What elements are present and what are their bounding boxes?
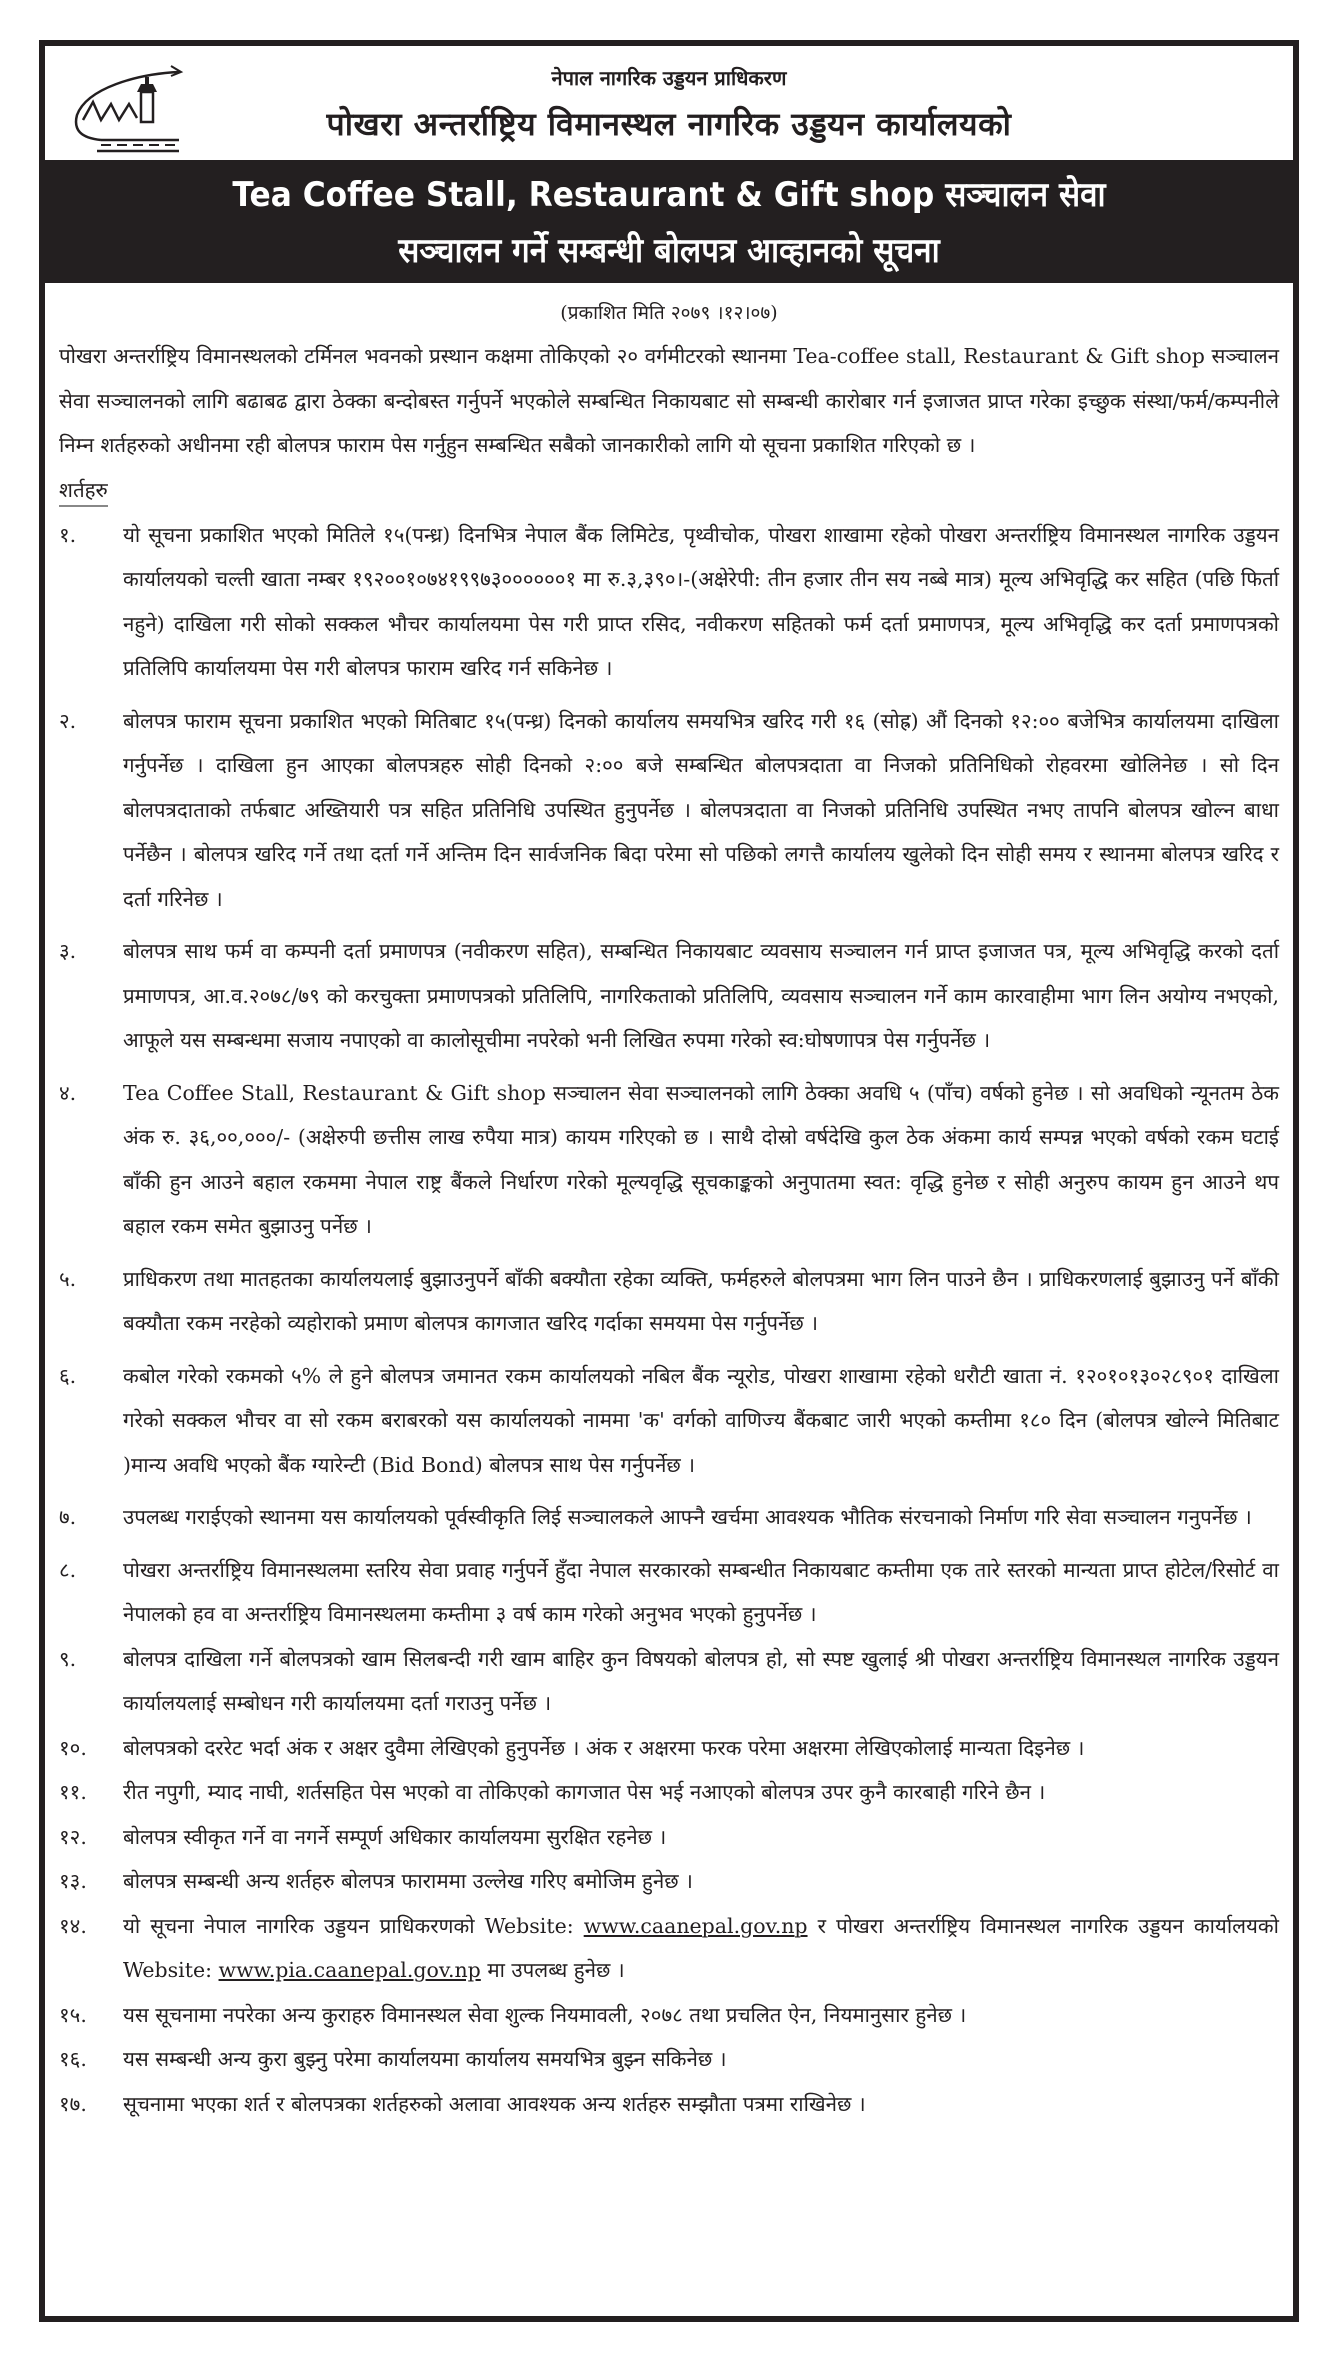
clause-text: यस सम्बन्धी अन्य कुरा बुझ्नु परेमा कार्यालयमा कार्यालय समयभित्र बुझ्न सकिनेछ । bbox=[123, 2047, 727, 2071]
clause-text: रीत नपुगी, म्याद नाघी, शर्तसहित पेस भएको वा तोकिएको कागजात पेस भई नआएको बोलपत्र उपर कुनै कारबाही गरिने छैन । bbox=[123, 1780, 1046, 1804]
clause-number: २. bbox=[59, 708, 77, 733]
clause-number: १२. bbox=[59, 1824, 87, 1849]
clause-text-b: र पोखरा अन्तर्राष्ट्रिय विमानस्थल नागरिक उड्डयन कार्यालयको Website: bbox=[123, 1913, 1279, 1982]
clause-number: ६. bbox=[59, 1363, 77, 1388]
clause-number: १७. bbox=[59, 2091, 87, 2116]
clause-list bbox=[59, 513, 1279, 2127]
clause-item bbox=[59, 1354, 1279, 1488]
clause-number: १५. bbox=[59, 2002, 87, 2027]
clause-number: ९. bbox=[59, 1646, 77, 1671]
notice-title-line-2: सञ्चालन गर्ने सम्बन्धी बोलपत्र आव्हानको सूचना bbox=[398, 231, 940, 271]
terms-heading: शर्तहरु bbox=[59, 475, 108, 507]
clause-text: Tea Coffee Stall, Restaurant & Gift shop सञ्चालन सेवा सञ्चालनको लागि ठेक्का अवधि ५ (पाँच) वर्षको हुनेछ । सो अवधिको न्यूनतम ठेक अंक रु. ३६,००,०००/- (अक्षेरुपी छत्तीस लाख रुपैया मात्र) कायम गरिएको छ । साथै दोस्रो वर्षदेखि कुल ठेक अंकमा कार्य सम्पन्न भएको वर्षको रकम घटाई बाँकी हुन आउने बहाल रकममा नेपाल राष्ट्र बैंकले निर्धारण गरेको मूल्यवृद्धि सूचकाङ्कको अनुपातमा स्वत: वृद्धि हुनेछ र सोही अनुरुप कायम हुन आउने थप बहाल रकम समेत बुझाउनु पर्नेछ । bbox=[123, 1080, 1279, 1238]
clause-item bbox=[59, 1815, 1279, 1860]
clause-number: १. bbox=[59, 522, 77, 547]
clause-text: यस सूचनामा नपरेका अन्य कुराहरु विमानस्थल सेवा शुल्क नियमावली, २०७८ तथा प्रचलित ऐन, नियमानुसार हुनेछ । bbox=[123, 2002, 967, 2027]
clause-item bbox=[59, 929, 1279, 1063]
clause-text: प्राधिकरण तथा मातहतका कार्यालयलाई बुझाउनुपर्ने बाँकी बक्यौता रहेका व्यक्ति, फर्महरुले बोलपत्रमा भाग लिन पाउने छैन । प्राधिकरणलाई बुझाउनु पर्ने बाँकी बक्यौता रकम नरहेको व्यहोराको प्रमाण बोलपत्र कागजात खरिद गर्दाका समयमा पेस गर्नुपर्नेछ । bbox=[123, 1266, 1279, 1335]
caan-website-link[interactable]: www.caanepal.gov.np bbox=[583, 1913, 808, 1938]
authority-name: नेपाल नागरिक उड्डयन प्राधिकरण bbox=[551, 66, 787, 90]
clause-text-a: यो सूचना नेपाल नागरिक उड्डयन प्राधिकरणको Website: bbox=[123, 1913, 584, 1938]
clause-item bbox=[59, 1495, 1279, 1540]
office-name: पोखरा अन्तर्राष्ट्रिय विमानस्थल नागरिक उड्डयन कार्यालयको bbox=[326, 105, 1012, 143]
clause-item bbox=[59, 1904, 1279, 1993]
clause-item bbox=[59, 1993, 1279, 2038]
clause-text: पोखरा अन्तर्राष्ट्रिय विमानस्थलमा स्तरिय सेवा प्रवाह गर्नुपर्ने हुँदा नेपाल सरकारको सम्बन्धीत निकायबाट कम्तीमा एक तारे स्तरको मान्यता प्राप्त होटेल/रिसोर्ट वा नेपालको हव वा अन्तर्राष्ट्रिय विमानस्थलमा कम्तीमा ३ वर्ष काम गरेको अनुभव भएको हुनुपर्नेछ । bbox=[123, 1557, 1279, 1626]
notice-header bbox=[45, 46, 1293, 160]
notice-body bbox=[59, 296, 1279, 2126]
clause-number: ३. bbox=[59, 939, 77, 963]
clause-text: बोलपत्र साथ फर्म वा कम्पनी दर्ता प्रमाणपत्र (नवीकरण सहित), सम्बन्धित निकायबाट व्यवसाय सञ्चालन गर्न प्राप्त इजाजत पत्र, मूल्य अभिवृद्धि करको दर्ता प्रमाणपत्र, आ.व.२०७८/७९ को करचुक्ता प्रमाणपत्रको प्रतिलिपि, नागरिकताको प्रतिलिपि, व्यवसाय सञ्चालन गर्ने काम कारवाहीमा भाग लिन अयोग्य नभएको, आफूले यस सम्बन्धमा सजाय नपाएको वा कालोसूचीमा नपरेको भनी लिखित रुपमा गरेको स्व:घोषणापत्र पेस गर्नुपर्नेछ । bbox=[123, 939, 1279, 1052]
clause-item bbox=[59, 1859, 1279, 1904]
clause-item bbox=[59, 1257, 1279, 1346]
clause-text: सूचनामा भएका शर्त र बोलपत्रका शर्तहरुको अलावा आवश्यक अन्य शर्तहरु सम्झौता पत्रमा राखिनेछ । bbox=[123, 2091, 866, 2116]
clause-text: बोलपत्र दाखिला गर्ने बोलपत्रको खाम सिलबन्दी गरी खाम बाहिर कुन विषयको बोलपत्र हो, सो स्पष्ट खुलाई श्री पोखरा अन्तर्राष्ट्रिय विमानस्थल नागरिक उड्डयन कार्यालयलाई सम्बोधन गरी कार्यालयमा दर्ता गराउनु पर्नेछ । bbox=[123, 1646, 1279, 1715]
intro-paragraph: पोखरा अन्तर्राष्ट्रिय विमानस्थलको टर्मिनल भवनको प्रस्थान कक्षमा तोकिएको २० वर्गमीटरको स्थानमा Tea-coffee stall, Restaurant & Gift shop सञ्चालन सेवा सञ्चालनको लागि बढाबढ द्वारा ठेक्का बन्दोबस्त गर्नुपर्ने भएकोले सम्बन्धित निकायबाट सो सम्बन्धी कारोबार गर्न इजाजत प्राप्त गरेका इच्छुक संस्था/फर्म/कम्पनीले निम्न शर्तहरुको अधीनमा रही बोलपत्र फाराम पेस गर्नुहुन सम्बन्धित सबैको जानकारीको लागि यो सूचना प्रकाशित गरिएको छ । bbox=[59, 344, 1279, 457]
clause-text: कबोल गरेको रकमको ५% ले हुने बोलपत्र जमानत रकम कार्यालयको नबिल बैंक न्यूरोड, पोखरा शाखामा रहेको धरौटी खाता नं. १२०१०१३०२८९०१ दाखिला गरेको सक्कल भौचर वा सो रकम बराबरको यस कार्यालयको नाममा 'क' वर्गको वाणिज्य बैंकबाट जारी भएको कम्तीमा १८० दिन (बोलपत्र खोल्ने मितिबाट )मान्य अवधि भएको बैंक ग्यारेन्टी (Bid Bond) बोलपत्र साथ पेस गर्नुपर्नेछ । bbox=[123, 1363, 1279, 1477]
clause-number: ४. bbox=[59, 1080, 77, 1105]
clause-text: यो सूचना प्रकाशित भएको मितिले १५(पन्ध्र) दिनभित्र नेपाल बैंक लिमिटेड, पृथ्वीचोक, पोखरा शाखामा रहेको पोखरा अन्तर्राष्ट्रिय विमानस्थल नागरिक उड्डयन कार्यालयको चल्ती खाता नम्बर १९२००१०७४१९९७३००००००१ मा रु.३,३९०।-(अक्षेरेपी: तीन हजार तीन सय नब्बे मात्र) मूल्य अभिवृद्धि कर सहित (पछि फिर्ता नहुने) दाखिला गरी सोको सक्कल भौचर कार्यालयमा पेस गरी प्राप्त रसिद, नवीकरण सहितको फर्म दर्ता प्रमाणपत्र, मूल्य अभिवृद्धि कर दर्ता प्रमाणपत्रको प्रतिलिपि कार्यालयमा पेस गरी बोलपत्र फाराम खरिद गर्न सकिनेछ । bbox=[123, 522, 1279, 680]
clause-item bbox=[59, 2037, 1279, 2082]
clause-item bbox=[59, 513, 1279, 691]
clause-number: १०. bbox=[59, 1735, 87, 1760]
published-date: (प्रकाशित मिति २०७९ ।१२।०७) bbox=[560, 302, 778, 324]
clause-number: ११. bbox=[59, 1780, 87, 1804]
clause-text: बोलपत्र फाराम सूचना प्रकाशित भएको मितिबाट १५(पन्ध्र) दिनको कार्यालय समयभित्र खरिद गरी १६ (सोह्र) औं दिनको १२:०० बजेभित्र कार्यालयमा दाखिला गर्नुपर्नेछ । दाखिला हुन आएका बोलपत्रहरु सोही दिनको २:०० बजे सम्बन्धित बोलपत्रदाता वा निजको प्रतिनिधिको रोहवरमा खोलिनेछ । सो दिन बोलपत्रदाताको तर्फबाट अख्तियारी पत्र सहित प्रतिनिधि उपस्थित हुनुपर्नेछ । बोलपत्रदाता वा निजको प्रतिनिधि उपस्थित नभए तापनि बोलपत्र खोल्न बाधा पर्नेछैन । बोलपत्र खरिद गर्ने तथा दर्ता गर्ने अन्तिम दिन सार्वजनिक बिदा परेमा सो पछिको लगत्तै कार्यालय खुलेको दिन सोही समय र स्थानमा बोलपत्र खरिद र दर्ता गरिनेछ । bbox=[123, 708, 1279, 911]
clause-number: ८. bbox=[59, 1557, 77, 1582]
clause-text: बोलपत्र सम्बन्धी अन्य शर्तहरु बोलपत्र फाराममा उल्लेख गरिए बमोजिम हुनेछ । bbox=[123, 1869, 693, 1893]
clause-item bbox=[59, 1770, 1279, 1815]
clause-item bbox=[59, 1726, 1279, 1771]
clause-text: उपलब्ध गराईएको स्थानमा यस कार्यालयको पूर्वस्वीकृति लिई सञ्चालकले आफ्नै खर्चमा आवश्यक भौतिक संरचनाको निर्माण गरि सेवा सञ्चालन गनुपर्नेछ । bbox=[123, 1505, 1252, 1529]
title-band bbox=[45, 160, 1293, 283]
clause-number: १६. bbox=[59, 2047, 87, 2071]
clause-number: १४. bbox=[59, 1913, 87, 1938]
clause-number: ५. bbox=[59, 1266, 77, 1291]
pia-website-link[interactable]: www.pia.caanepal.gov.np bbox=[218, 1958, 481, 1982]
clause-text: बोलपत्रको दररेट भर्दा अंक र अक्षर दुवैमा लेखिएको हुनुपर्नेछ । अंक र अक्षरमा फरक परेमा अक्षरमा लेखिएकोलाई मान्यता दिइनेछ । bbox=[123, 1735, 1085, 1760]
clause-item bbox=[59, 1071, 1279, 1249]
notice-title-line-1: Tea Coffee Stall, Restaurant & Gift shop सञ्चालन सेवा bbox=[232, 175, 1106, 215]
clause-item bbox=[59, 1548, 1279, 1637]
clause-text-c: मा उपलब्ध हुनेछ । bbox=[480, 1958, 625, 1982]
clause-item bbox=[59, 699, 1279, 922]
clause-item bbox=[59, 2082, 1279, 2127]
clause-number: ७. bbox=[59, 1505, 77, 1529]
clause-item bbox=[59, 1637, 1279, 1726]
clause-number: १३. bbox=[59, 1869, 87, 1893]
clause-text: बोलपत्र स्वीकृत गर्ने वा नगर्ने सम्पूर्ण अधिकार कार्यालयमा सुरक्षित रहनेछ । bbox=[123, 1824, 667, 1849]
notice-frame bbox=[39, 40, 1299, 2322]
